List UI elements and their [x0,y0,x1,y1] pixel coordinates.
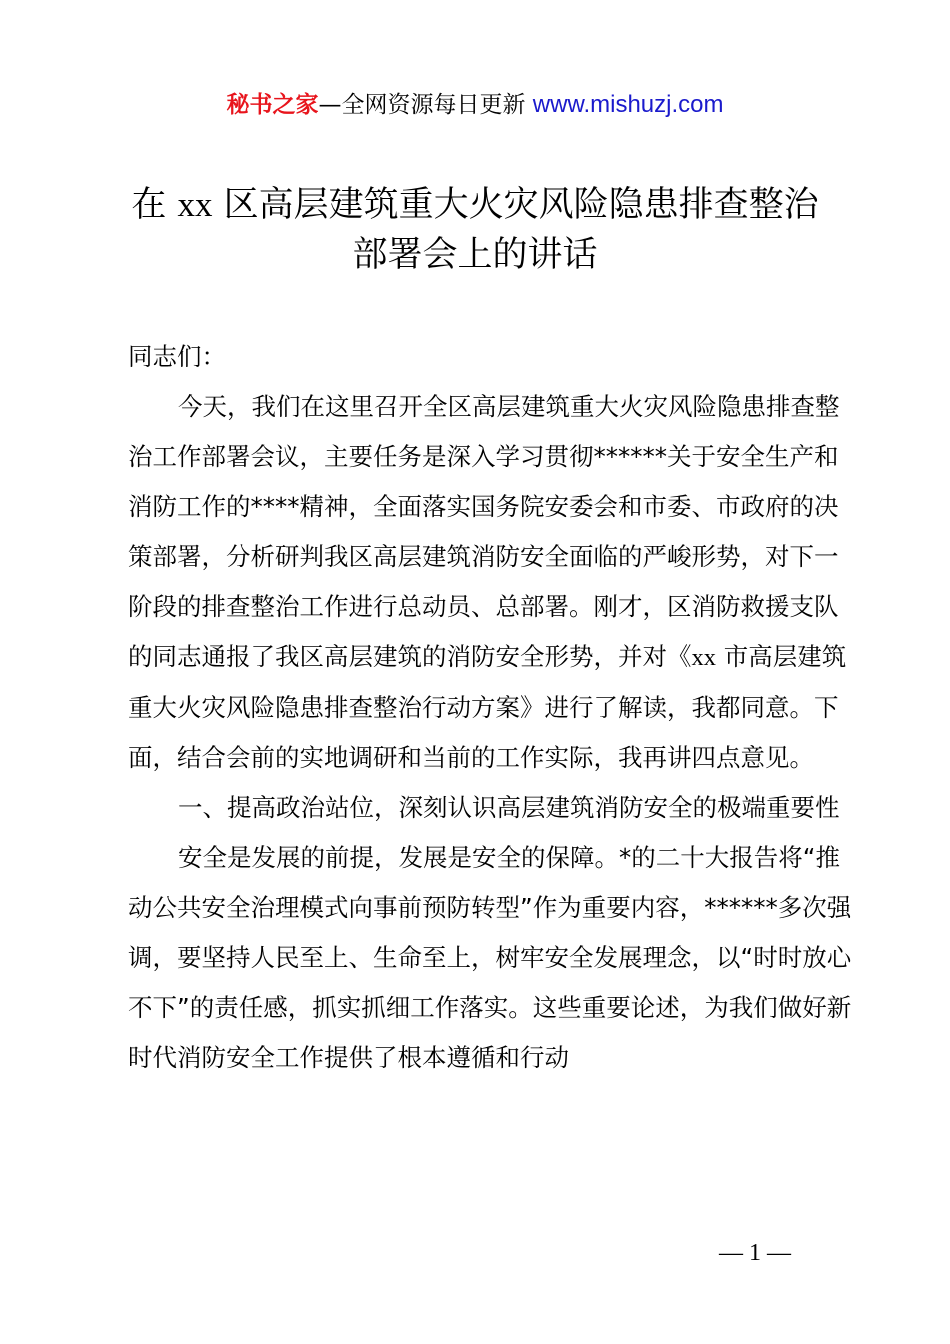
section-heading-1: 一、提高政治站位，深刻认识高层建筑消防安全的极端重要性 [178,793,840,822]
paragraph-section-1: 安全是发展的前提，发展是安全的保障。*的二十大报告将“推动公共安全治理模式向事前预防转型”作为重要内容，******多次强调，要坚持人民至上、生命至上，树牢安全发展理念，以“时时放心不下”的责任感，抓实抓细工作落实。这些重要论述，为我们做好新时代消防安全工作提供了根本遵循和行动 [128,843,852,1072]
site-banner [0,88,950,122]
paragraph-intro-part-1: 今天，我们在这里召开全区高层建筑重大火灾风险隐患排查整治工作部署会议，主要任务是深入学习贯彻******关于安全生产和消防工作的****精神，全面落实国务院安委会和市委、市政府的决策部署，分析研判我区高层建筑消防安全面临的严峻形势，对下一阶段的排查整治工作进行总动员、总部署。刚才，区消防救援支队的同志通报了我区高层建筑的消防安全形势，并对《 [128,392,840,671]
title-line-1-xx: xx [177,185,213,224]
paragraph-intro-part-2: 市高层建筑重大火灾风险隐患排查整治行动方案》进行了解读，我都同意。下面，结合会前的实地调研和当前的工作实际，我再讲四点意见。 [128,642,847,772]
banner-url-link[interactable]: www.mishuzj.com [532,91,724,118]
salutation: 同志们： [128,342,226,371]
title-line-2: 部署会上的讲话 [352,235,598,275]
banner-brand: 秘书之家 [226,92,319,118]
banner-tagline: —全网资源每日更新 [318,92,533,118]
title-line-1-post: 区高层建筑重大火灾风险隐患排查整治 [212,185,819,225]
title-line-1-pre: 在 [131,185,178,225]
document-title [0,180,950,280]
paragraph-intro-xx: xx [691,644,716,671]
document-body [128,332,858,1083]
page-number: — 1 — [719,1240,791,1266]
title-line-1 [0,180,950,230]
paragraph-intro [128,382,858,783]
